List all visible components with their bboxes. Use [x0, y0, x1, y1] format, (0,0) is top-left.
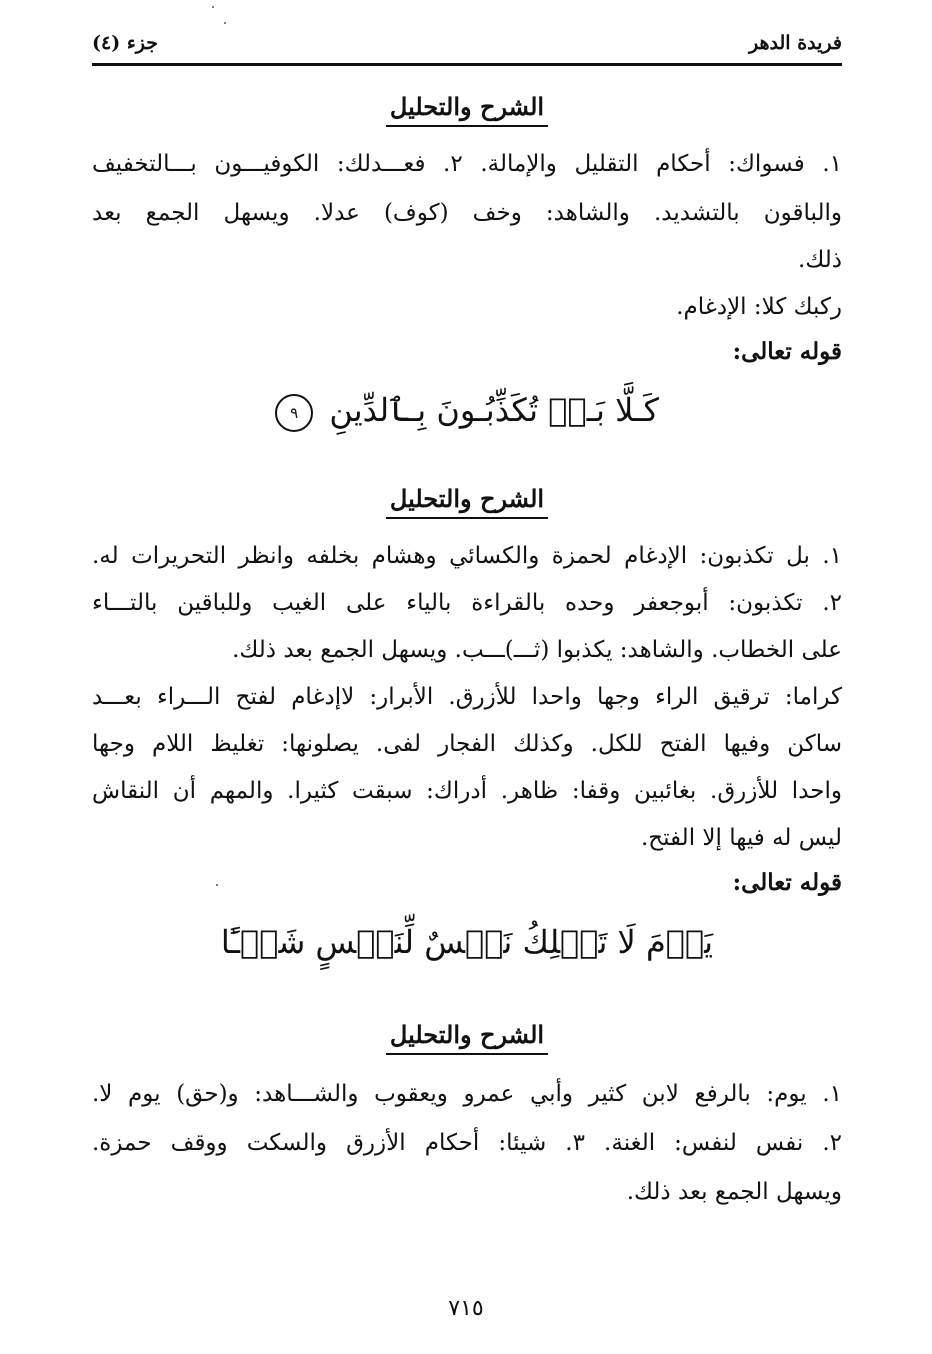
qawl-label: قوله تعالى: — [732, 338, 842, 365]
text-line: ٢. تكذبون: أبوجعفر وحده بالقراءة بالياء على الغيب وللباقين بالتـــاء — [92, 590, 842, 616]
scan-speck — [212, 6, 214, 8]
text-line: على الخطاب. والشاهد: يكذبوا (ثـــ)ـــب. ويسهل الجمع بعد ذلك. — [232, 637, 842, 663]
part-label: جزء (٤) — [92, 32, 158, 54]
section-heading: الشرح والتحليل — [92, 484, 842, 519]
section-2 — [92, 484, 842, 904]
section-3 — [92, 1020, 842, 1220]
header-rule — [92, 63, 842, 66]
text-line: ١. بل تكذبون: الإدغام لحمزة والكسائي وهشام بخلفه وانظر التحريرات له. — [92, 543, 842, 569]
ayah-2 — [92, 918, 842, 974]
qawl-label: قوله تعالى: — [732, 869, 842, 896]
section-heading: الشرح والتحليل — [92, 1020, 842, 1055]
text-line: واحدا للأزرق. بغائبين وقفا: ظاهر. أدراك: سبقت كثيرا. والمهم أن النقاش — [92, 778, 842, 804]
text-line: ساكن وفيها الفتح للكل. وكذلك الفجار لفى. يصلونها: تغليظ اللام وجها — [92, 731, 842, 757]
text-line: ذلك. — [798, 247, 842, 273]
page-number: ٧١٥ — [448, 1296, 484, 1321]
text-line: كراما: ترقيق الراء وجها واحدا للأزرق. الأبرار: لاإدغام لفتح الـــراء بعـــد — [92, 684, 842, 710]
ayah-1 — [92, 386, 842, 442]
text-line: والباقون بالتشديد. والشاهد: وخف (كوف) عدلا. ويسهل الجمع بعد — [92, 200, 842, 226]
section-heading: الشرح والتحليل — [92, 92, 842, 127]
text-line: ليس له فيها إلا الفتح. — [640, 825, 842, 851]
text-line: ١. فسواك: أحكام التقليل والإمالة. ٢. فعـــدلك: الكوفيـــون بـــالتخفيف — [92, 151, 842, 177]
text-line: ويسهل الجمع بعد ذلك. — [626, 1179, 842, 1205]
section-1 — [92, 92, 842, 372]
scan-speck — [224, 22, 226, 24]
book-title: فريدة الدهر — [749, 32, 842, 54]
text-line: ١. يوم: بالرفع لابن كثير وأبي عمرو ويعقوب والشـــاهد: و(حق) يوم لا. — [92, 1081, 843, 1107]
text-line: ٢. نفس لنفس: الغنة. ٣. شيئا: أحكام الأزرق والسكت ووقف حمزة. — [92, 1130, 842, 1156]
running-header — [92, 30, 842, 62]
ayah-text: يَوۡمَ لَا تَمۡلِكُ نَفۡسٌ لِّنَفۡسٍ شَيۡـًٔا — [220, 923, 714, 961]
text-line: ركبك كلا: الإدغام. — [676, 294, 842, 320]
ayah-number-marker: ٩ — [275, 394, 313, 432]
ayah-text: كَـلَّا بَـلۡ تُكَذِّبُـونَ بِـٱلدِّينِ — [329, 391, 659, 429]
